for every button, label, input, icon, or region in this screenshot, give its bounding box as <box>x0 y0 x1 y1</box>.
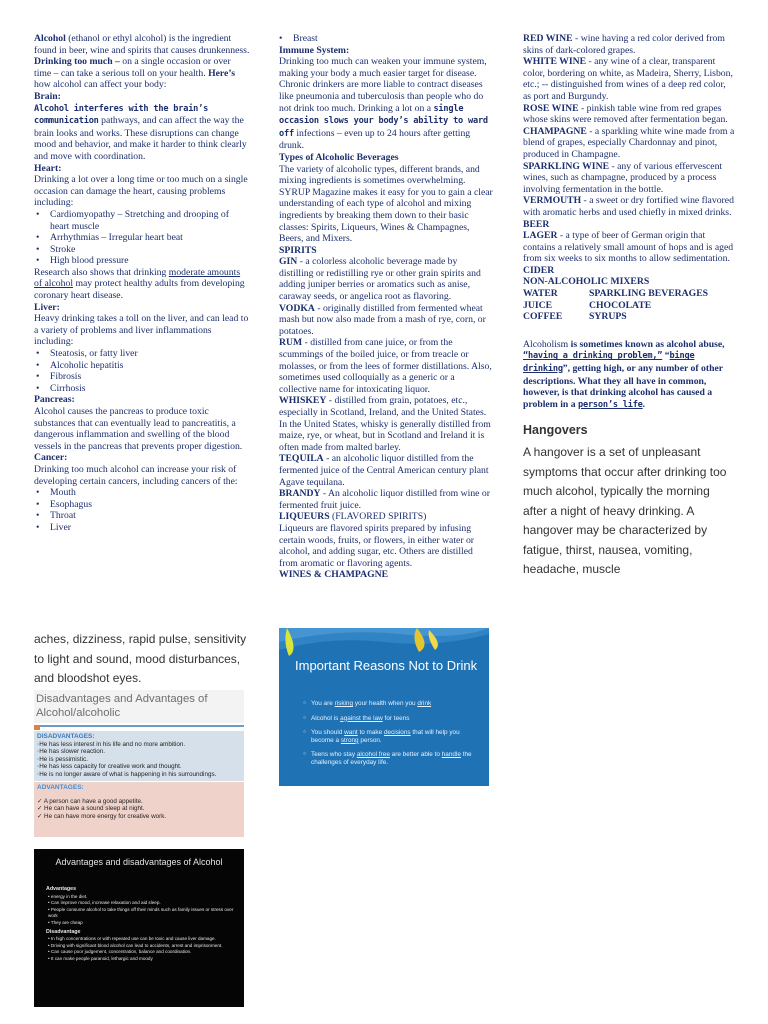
definition-whiskey <box>279 395 493 453</box>
alcoholism-quote: “ <box>662 350 670 362</box>
mixer-cell: COFFEE <box>523 311 563 323</box>
list-item: ✓ He can have a sound sleep at night. <box>37 805 241 813</box>
brain-heading: Brain: <box>34 90 61 102</box>
term-alcohol: Alcohol <box>34 33 66 44</box>
slide-title: Disadvantages and Advantages of Alcohol/alcoholic <box>34 690 244 723</box>
item-text: your health when you <box>353 700 418 707</box>
liqueurs-paragraph: Liqueurs are flavored spirits prepared by infusing certain woods, fruits, or flowers, in either water or alcohol, and adding sugar, etc. Others are distilled from aromatic or flavoring agents. <box>279 522 475 569</box>
cancer-list-continued <box>279 33 493 45</box>
research-text: Research also shows that drinking <box>34 266 169 278</box>
definition-term: GIN <box>279 256 298 268</box>
heres-text: how alcohol can affect your body: <box>34 79 167 91</box>
definition-text: - distilled from cane juice, or from the scummings of the boiled juice, or from treacle or molasses, or from the lees of former distillations. Also, sometimes used colloquially as a generic or a collective name for intoxicating liquor. <box>279 337 492 395</box>
immune-paragraph <box>279 56 493 152</box>
cider-heading: CIDER <box>523 264 555 276</box>
list-item: • energy in the diet. <box>48 893 88 899</box>
mixer-cell: SYRUPS <box>589 311 627 323</box>
disadvantage-heading: Disadvantage <box>46 928 81 935</box>
definition-text: - an alcoholic liquor distilled from the fermented juice of the Central American century plant Agave tequilana. <box>279 453 489 488</box>
persons-life-link[interactable]: person’s life <box>578 399 643 410</box>
mixer-cell: JUICE <box>523 299 553 311</box>
immune-highlight: single occasion slows your body’s ability to ward off <box>279 103 488 139</box>
list-item: ✓ He can have more energy for creative work. <box>37 813 241 821</box>
item-text: Alcohol is <box>311 714 341 722</box>
advantages-box <box>34 782 244 837</box>
item-text: Teens who stay <box>311 751 357 759</box>
liqueurs-heading <box>279 511 493 523</box>
types-paragraph: The variety of alcoholic types, different brands, and mixing ingredients is sometimes overwhelming. SYRUP Magazine makes it easy for you to gain a clear understanding of each type of alcohol and mixing ingredients by breaking them down to their basic classes: Spirits, Liqueurs, Wines & Champagnes, Beers, and Mixers. <box>279 163 493 245</box>
list-item: ◦ He is no longer aware of what is happening in his surroundings. <box>37 771 241 779</box>
definition-gin <box>279 256 493 302</box>
pancreas-paragraph: Alcohol causes the pancreas to produce toxic substances that can eventually lead to pancreatitis, a dangerous inflammation and swelling of the blood vessels in the pancreas that prevents proper digestion. <box>34 406 243 452</box>
definition-text: - originally distilled from fermented wheat mash but now also made from a mash of rye, corn, or potatoes. <box>279 302 486 337</box>
slide-advantages-disadvantages-dark <box>34 849 244 1007</box>
definition-text: - a sweet or dry fortified wine flavored with aromatic herbs and used chiefly in mixed drinks. <box>523 195 734 218</box>
mixers-row <box>523 288 736 300</box>
mixer-cell: CHOCOLATE <box>589 299 652 311</box>
definition-term: ROSE WINE <box>523 102 579 114</box>
cancer-paragraph: Drinking too much alcohol can increase your risk of developing certain cancers, including cancers of the: <box>34 463 238 487</box>
list-item: ✓ A person can have a good appetite. <box>37 798 241 806</box>
beer-heading: BEER <box>523 218 550 230</box>
list-item: • Steatosis, or fatty liver <box>34 348 250 360</box>
list-item <box>303 729 483 744</box>
mixer-cell: SPARKLING BEVERAGES <box>589 288 709 300</box>
brain-text: pathways, and can affect the way the brain looks and works. These disruptions can change mood and behavior, and make it harder to think clearly and move with coordination. <box>34 115 247 162</box>
list-item: • Can improve mood, increase relaxation and aid sleep. <box>48 900 161 906</box>
column-1 <box>34 33 250 534</box>
list-item: • Liver <box>34 522 250 534</box>
immune-heading: Immune System: <box>279 44 350 56</box>
reasons-list <box>303 700 483 774</box>
item-text: You are <box>311 700 335 707</box>
mixer-cell: WATER <box>523 288 558 300</box>
definition-term: BRANDY <box>279 488 321 500</box>
cancer-heading: Cancer: <box>34 452 68 464</box>
alcoholism-period: . <box>642 398 646 410</box>
definition-text: - any wine of a clear, transparent color, bordering on white, as Madeira, Sherry, Lisbon, etc.; -- distinguished from wines of a deep red color, as port and Burgundy. <box>523 56 733 102</box>
item-text: person. <box>358 736 382 744</box>
definition-vodka <box>279 303 493 338</box>
disadvantages-heading: DISADVANTAGES: <box>37 733 95 740</box>
list-item: • Stroke <box>34 244 250 256</box>
alcoholism-paragraph <box>523 339 736 412</box>
list-item: • Can cause poor judgement, concentration, balance and coordination. <box>48 949 192 955</box>
brain-lead: Alcohol interferes with the brain’s communication <box>34 103 209 127</box>
heart-heading: Heart: <box>34 162 62 174</box>
item-underline: strong <box>340 736 359 744</box>
item-underline: drink <box>417 700 432 707</box>
slide-body <box>46 886 241 963</box>
definition-term: RED WINE <box>523 33 573 44</box>
types-heading: Types of Alcoholic Beverages <box>279 151 399 163</box>
list-item: • Throat <box>34 510 250 522</box>
immune-text-end: infections – even up to 24 hours after getting drunk. <box>279 127 471 152</box>
term-drinking-too-much: Drinking too much – <box>34 56 120 68</box>
list-item: ◦ He has slower reaction. <box>37 748 241 756</box>
definition-text: - a sparkling white wine made from a blend of grapes, especially Chardonnay and pinot, produced in Champagne. <box>523 125 735 160</box>
mixers-heading: NON-ALCOHOLIC MIXERS <box>523 276 650 288</box>
list-item: • High blood pressure <box>34 255 250 267</box>
alcoholism-text: is sometimes known as alcohol abuse, <box>568 338 725 350</box>
definition-term: LAGER <box>523 230 558 242</box>
brain-paragraph <box>34 103 250 163</box>
slide-title: Advantages and disadvantages of Alcohol <box>55 857 223 867</box>
definition-vermouth <box>523 195 736 218</box>
definition-term: VERMOUTH <box>523 195 582 207</box>
definition-white-wine <box>523 56 736 102</box>
list-item: ◦ He is pessimistic. <box>37 756 241 764</box>
pancreas-heading: Pancreas: <box>34 394 75 406</box>
definition-text: - a colorless alcoholic beverage made by distilling or redistilling rye or other grain spirits and adding juniper berries or aromatics such as anise, caraway seeds, or angelica root as flavoring. <box>279 256 481 303</box>
column-2 <box>279 33 493 581</box>
alcoholism-term: Alcoholism <box>523 338 569 350</box>
definition-red-wine <box>523 33 736 56</box>
intro-text: (ethanol or ethyl alcohol) is the ingredient found in beer, wine and spirits that causes drunkenness. <box>34 33 250 56</box>
heart-paragraph: Drinking a lot over a long time or too much on a single occasion can damage the heart, causing problems including: <box>34 174 248 209</box>
list-item: • It can make people paranoid, lethargic and moody <box>48 955 153 961</box>
definition-text: - pinkish table wine from red grapes whose skins were removed after fermentation began. <box>523 102 728 126</box>
liver-paragraph: Heavy drinking takes a toll on the liver, and can lead to a variety of problems and liver inflammations including: <box>34 313 249 348</box>
liver-list <box>34 348 250 394</box>
list-item <box>303 715 483 723</box>
list-item: • Mouth <box>34 487 250 499</box>
drinking-problem-link[interactable]: “having a drinking problem,” <box>523 351 663 362</box>
slide-divider <box>34 725 244 727</box>
item-underline: against the law <box>340 714 383 722</box>
list-item: ◦ He has less interest in his life and no more ambition. <box>37 741 241 749</box>
mixers-table <box>523 288 736 323</box>
definition-sparkling-wine <box>523 161 736 196</box>
column-3 <box>523 33 736 580</box>
list-item: • Cirrhosis <box>34 383 250 395</box>
liver-heading: Liver: <box>34 301 60 313</box>
list-item: • Cardiomyopathy – Stretching and drooping of heart muscle <box>34 209 250 232</box>
definition-term: TEQUILA <box>279 453 324 465</box>
heres-link[interactable]: Here’s <box>208 67 235 79</box>
list-item <box>303 700 483 708</box>
list-item: • People consume alcohol to take things off their minds such as family issues or stress over work <box>48 906 234 919</box>
advantages-heading: ADVANTAGES: <box>37 784 84 791</box>
item-underline: risking <box>334 700 354 707</box>
item-text: for teens <box>382 714 410 722</box>
item-underline: alcohol free <box>356 751 390 759</box>
wines-heading: WINES & CHAMPAGNE <box>279 569 389 581</box>
list-item: • Driving with significant blood alcohol can lead to accidents, arrest and imprisonment. <box>48 942 223 948</box>
list-item: • Fibrosis <box>34 371 250 383</box>
definition-text: - a type of beer of German origin that contains a relatively small amount of hops and is aged from six weeks to six months to allow sedimentation. <box>523 230 734 265</box>
research-paragraph <box>34 267 250 302</box>
item-underline: decisions <box>383 729 411 737</box>
list-item: • Esophagus <box>34 499 250 511</box>
mixers-row <box>523 311 736 323</box>
definition-term: RUM <box>279 337 303 349</box>
alcoholism-text-2: ”, getting high, or any number of other descriptions. What they all have in common, however, is that drinking alcohol has caused a problem in a <box>523 363 723 410</box>
research-text-end: may protect healthy adults from developing coronary heart disease. <box>34 278 245 302</box>
liqueurs-term: LIQUEURS <box>279 511 330 523</box>
definition-champagne <box>523 126 736 161</box>
too-much-paragraph <box>34 56 250 91</box>
definition-term: SPARKLING WINE <box>523 160 610 172</box>
definition-rose-wine <box>523 103 736 126</box>
slide-title: Important Reasons Not to Drink <box>295 658 478 673</box>
mixers-row <box>523 300 736 312</box>
definition-term: CHAMPAGNE <box>523 125 587 137</box>
disadvantages-box <box>34 731 244 781</box>
slide-important-reasons <box>279 628 489 786</box>
slide-disadvantages-advantages <box>34 690 244 845</box>
slide-accent <box>34 725 40 730</box>
advantages-heading: Advantages <box>46 886 77 892</box>
list-item: • Alcoholic hepatitis <box>34 360 250 372</box>
liqueurs-sub: (FLAVORED SPIRITS) <box>329 511 427 523</box>
list-item: • In high concentrations or with repeated use can be toxic and cause liver damage. <box>48 936 216 942</box>
definition-brandy <box>279 488 493 511</box>
definition-text: - distilled from grain, potatoes, etc., especially in Scotland, Ireland, and the United States. In the United States, whisky is generally distilled from maize, rye, or wheat, but in Scotland and Ireland it is often made from malted barley. <box>279 395 491 453</box>
intro-paragraph <box>34 33 250 56</box>
cancer-list <box>34 487 250 533</box>
definition-tequila <box>279 453 493 488</box>
item-underline: want <box>344 729 358 737</box>
spirits-heading: SPIRITS <box>279 244 317 256</box>
hangovers-heading: Hangovers <box>523 423 588 438</box>
too-much-text: on a single occasion or over time – can take a serious toll on your health. <box>34 56 231 79</box>
item-text: that will help you become a <box>311 729 460 744</box>
list-item: ◦ He has less capacity for creative work and thought. <box>37 763 241 771</box>
list-item: • Arrhythmias – Irregular heart beat <box>34 232 250 244</box>
immune-text: Drinking too much can weaken your immune system, making your body a much easier target for disease. Chronic drinkers are more liable to contract diseases like pneumonia and tuberculosis than people who do not drink too much. Drinking a lot on a <box>279 56 487 114</box>
hangovers-paragraph: A hangover is a set of unpleasant symptoms that occur after drinking too much alcohol, typically the morning after a night of heavy drinking. A hangover may be characterized by fatigue, thirst, nausea, vomiting, headache, muscle <box>523 445 727 576</box>
hangovers-paragraph-continued: aches, dizziness, rapid pulse, sensitivity to light and sound, mood disturbances, and bloodshot eyes. <box>34 632 247 685</box>
definition-lager <box>523 230 736 265</box>
moderate-amounts-link[interactable]: moderate amounts of alcohol <box>34 266 241 290</box>
definition-rum <box>279 337 493 395</box>
binge-drinking-link[interactable]: binge drinking <box>523 351 695 375</box>
item-text: You should <box>311 729 345 737</box>
item-text: to make <box>357 729 384 737</box>
item-text: are better able to <box>389 751 442 759</box>
definition-text: - any of various effervescent wines, such as champagne, produced by a process involving fermentation in the bottle. <box>523 160 723 195</box>
definition-term: WHISKEY <box>279 395 327 407</box>
definition-text: - An alcoholic liquor distilled from wine or fermented fruit juice. <box>279 488 490 511</box>
item-text: the challenges of everyday life. <box>311 751 472 766</box>
list-item <box>303 751 483 766</box>
definition-term: VODKA <box>279 302 315 314</box>
definition-term: WHITE WINE <box>523 56 587 68</box>
item-underline: handle <box>441 751 461 759</box>
heart-list <box>34 209 250 267</box>
list-item: • Breast <box>277 33 493 45</box>
definition-text: - wine having a red color derived from skins of dark-colored grapes. <box>523 33 725 56</box>
list-item: • They are cheap <box>48 919 83 925</box>
